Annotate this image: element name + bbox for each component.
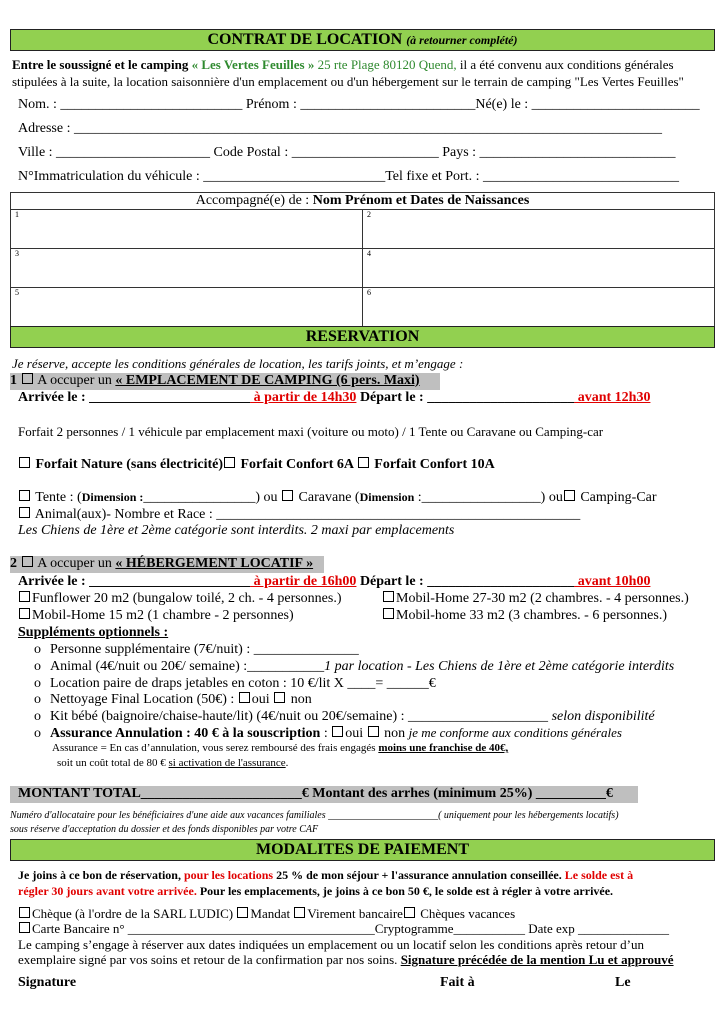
montant-total-field[interactable]: MONTANT TOTAL_______________________€ Montant des arrhes (minimum 25%) __________€ [18, 786, 613, 801]
nettoyage-oui-label: oui [251, 692, 270, 707]
tente-dimension-field[interactable]: ________________) ou [143, 490, 282, 505]
reservation-title: RESERVATION [305, 328, 420, 345]
caravane-dimension-field[interactable]: :_________________) ou [414, 490, 563, 505]
paiement-l1d: Le solde est à [564, 868, 634, 882]
accompanying-cell-1[interactable]: 1 [11, 210, 363, 249]
nettoyage-oui-checkbox[interactable] [239, 692, 250, 703]
hebergement-checkbox[interactable] [22, 556, 33, 567]
vehicle-phone-field[interactable]: N°Immatriculation du véhicule : __________________________Tel fixe et Port. : ____________________________ [18, 169, 679, 184]
engagement-line-2 [18, 952, 674, 968]
caravane-label: Caravane ( [295, 490, 360, 505]
tente-checkbox[interactable] [19, 490, 30, 501]
emplacement-arrival: Arrivée le : _______________________ [18, 390, 251, 405]
supplement-animal-note: 1 par location - Les Chiens de 1ère et 2ème catégorie interdits [324, 659, 675, 674]
caravane-dimension-label: Dimension [359, 490, 415, 504]
mobil15-option[interactable] [18, 608, 294, 624]
mobil15-checkbox[interactable] [19, 608, 30, 619]
hebergement-label: « HÉBERGEMENT LOCATIF » [115, 556, 314, 571]
assurance-note: je me conforme aux conditions générales [408, 725, 622, 740]
contract-title: CONTRAT DE LOCATION [207, 31, 403, 48]
cheques-vacances-label: Chèques vacances [416, 906, 516, 921]
equipment-line [18, 490, 657, 506]
supplement-nettoyage[interactable] [34, 692, 312, 708]
virement-label: Virement bancaire [307, 906, 403, 921]
cheque-checkbox[interactable] [19, 907, 30, 918]
mobil27-option[interactable] [382, 591, 689, 607]
forfait-nature-checkbox[interactable] [19, 457, 30, 468]
assurance-separator: : [320, 726, 332, 741]
emplacement-departure-time: avant 12h30 [574, 390, 651, 405]
assurance-explanation [52, 742, 508, 754]
dogs-notice: Les Chiens de 1ère et 2ème catégorie sont interdits. 2 maxi par emplacements [18, 523, 455, 538]
emplacement-checkbox[interactable] [22, 373, 33, 384]
cheques-vacances-checkbox[interactable] [404, 907, 415, 918]
signature-label[interactable]: Signature [18, 975, 77, 990]
camping-address: 25 rte Plage 80120 Quend, [314, 57, 457, 72]
circle-bullet-icon: o [34, 709, 41, 724]
paiement-l1b: pour les locations [183, 868, 274, 882]
hebergement-arrival: Arrivée le : _______________________ [18, 574, 251, 589]
campingcar-label: Camping-Car [576, 490, 657, 505]
circle-bullet-icon: o [34, 676, 41, 691]
supplement-nettoyage-label: Nettoyage Final Location (50€) : [50, 692, 238, 707]
assurance-cost-text: soit un coût total de 80 € [57, 757, 169, 769]
emplacement-prefix: A occuper un [34, 373, 116, 388]
assurance-cost [57, 757, 288, 769]
funflower-option[interactable] [18, 591, 342, 607]
assurance-oui-checkbox[interactable] [332, 726, 343, 737]
mobil33-checkbox[interactable] [383, 608, 394, 619]
contract-subtitle: (à retourner complété) [406, 33, 518, 47]
intro-rest: il a été convenu aux conditions générales [456, 57, 674, 72]
date-le-label[interactable]: Le [615, 975, 631, 990]
campingcar-checkbox[interactable] [564, 490, 575, 501]
paiement-title: MODALITES DE PAIEMENT [255, 841, 470, 858]
emplacement-arrival-time: à partir de 14h30 [250, 390, 357, 405]
forfait-confort10-label: Forfait Confort 10A [374, 457, 495, 472]
accompanying-header [11, 193, 715, 210]
address-field[interactable]: Adresse : ____________________________________________________________________________________ [18, 121, 662, 136]
city-field[interactable]: Ville : ______________________ Code Postal : _____________________ Pays : ____________________________ [18, 145, 676, 160]
forfait-options [18, 457, 495, 473]
name-field[interactable]: Nom. : __________________________ Prénom : _________________________Né(e) le : ________________________ [18, 97, 700, 112]
supplement-kit-bebe[interactable] [34, 709, 655, 725]
paiement-l2b: Pour les emplacements, je joins à ce bon 50 €, le solde est à régler à votre arrivée. [196, 884, 614, 898]
emplacement-heading [10, 373, 420, 389]
reservation-intro: Je réserve, accepte les conditions générales de location, les tarifs joints, et m’engage : [12, 356, 464, 371]
accompanying-cell-3[interactable]: 3 [11, 249, 363, 288]
forfait-confort6-checkbox[interactable] [224, 457, 235, 468]
accompanying-label: Accompagné(e) de : [195, 193, 313, 208]
paiement-line-2 [18, 884, 613, 899]
supplement-animal-label: Animal (4€/nuit ou 20€/ semaine) :___________ [50, 659, 325, 674]
accompanying-label-bold: Nom Prénom et Dates de Naissances [312, 193, 530, 208]
emplacement-departure: Départ le : _____________________ [356, 390, 575, 405]
circle-bullet-icon: o [34, 726, 41, 741]
tente-label: Tente : ( [32, 490, 82, 505]
allocataire-field[interactable]: Numéro d'allocataire pour les bénéficiaires d'une aide aux vacances familiales ______________________( uniquement pour les hébergements locatifs) [10, 810, 619, 821]
engagement-text: exemplaire signé par vos soins et retour de la confirmation par nos soins. [18, 952, 401, 967]
intro-line-2: stipulées à la suite, la location saisonnière d'un emplacement ou d'un hébergement sur le terrain de camping "Les Vertes Feuilles" [12, 74, 684, 89]
assurance-explanation-text: Assurance = En cas d’annulation, vous serez remboursé des frais engagés [52, 742, 379, 754]
paiement-l2a: régler 30 jours avant votre arrivée. [18, 884, 197, 898]
hebergement-arrival-time: à partir de 16h00 [250, 574, 357, 589]
assurance-oui-label: oui [345, 726, 367, 741]
hebergement-prefix: A occuper un [34, 556, 116, 571]
hebergement-dates[interactable] [18, 574, 650, 590]
mandat-checkbox[interactable] [237, 907, 248, 918]
animal-line[interactable] [18, 507, 580, 523]
paiement-banner [10, 839, 715, 861]
animal-checkbox[interactable] [19, 507, 30, 518]
mandat-label: Mandat [250, 906, 294, 921]
circle-bullet-icon: o [34, 642, 41, 657]
circle-bullet-icon: o [34, 659, 41, 674]
tente-dimension-label: Dimension : [81, 490, 144, 504]
carte-label: Carte Bancaire n° ______________________________________Cryptogramme___________ Date exp ______________ [32, 921, 670, 936]
caf-notice: sous réserve d'acceptation du dossier et des fonds disponibles par votre CAF [10, 824, 319, 835]
hebergement-heading [10, 556, 313, 572]
virement-checkbox[interactable] [294, 907, 305, 918]
supplement-draps-label: Location paire de draps jetables en coton : 10 €/lit X ____= ______€ [50, 676, 436, 691]
emplacement-label: « EMPLACEMENT DE CAMPING (6 pers. Maxi) [115, 373, 420, 388]
forfait-nature-label: Forfait Nature (sans électricité) [35, 457, 223, 472]
signature-mention: Signature précédée de la mention Lu et approuvé [400, 952, 674, 967]
hebergement-departure: Départ le : _____________________ [356, 574, 575, 589]
paiement-l1c: 25 % de mon séjour + l'assurance annulation conseillée. [273, 868, 565, 882]
paiement-l1a: Je joins à ce bon de réservation, [18, 868, 184, 882]
payment-methods [18, 906, 515, 922]
supplement-personne-label: Personne supplémentaire (7€/nuit) : _______________ [50, 642, 359, 657]
hebergement-departure-time: avant 10h00 [574, 574, 651, 589]
mobil27-checkbox[interactable] [383, 591, 394, 602]
mobil33-label: Mobil-home 33 m2 (3 chambres. - 6 personnes.) [396, 608, 667, 623]
emplacement-num: 1 [10, 373, 17, 388]
hebergement-num: 2 [10, 556, 17, 571]
assurance-activation: si activation de l'assurance [168, 757, 286, 769]
carte-checkbox[interactable] [19, 922, 30, 933]
engagement-line-1: Le camping s’engage à réserver aux dates indiquées un emplacement ou un locatif selon les conditions après retour d’un [18, 937, 644, 952]
forfait-confort10-checkbox[interactable] [358, 457, 369, 468]
accompanying-cell-4[interactable]: 4 [363, 249, 715, 288]
contract-title-banner [10, 29, 715, 51]
supplement-draps[interactable] [34, 676, 436, 692]
circle-bullet-icon: o [34, 692, 41, 707]
accompanying-cell-6[interactable]: 6 [363, 288, 715, 327]
accompanying-cell-5[interactable]: 5 [11, 288, 363, 327]
nettoyage-non-checkbox[interactable] [274, 692, 285, 703]
forfait-confort6-label: Forfait Confort 6A [240, 457, 354, 472]
mobil33-option[interactable] [382, 608, 667, 624]
mobil27-label: Mobil-Home 27-30 m2 (2 chambres. - 4 personnes.) [396, 591, 689, 606]
accompanying-table [10, 192, 715, 327]
fait-a-label[interactable]: Fait à [440, 975, 475, 990]
assurance-title: Assurance Annulation : 40 € à la souscription [50, 726, 321, 741]
assurance-line[interactable] [34, 725, 622, 742]
mobil15-label: Mobil-Home 15 m2 (1 chambre - 2 personnes) [32, 608, 294, 623]
forfait-description: Forfait 2 personnes / 1 véhicule par emplacement maxi (voiture ou moto) / 1 Tente ou Caravane ou Camping-car [18, 424, 604, 439]
carte-bancaire-line[interactable] [18, 921, 669, 937]
supplement-kit-note: selon disponibilité [548, 709, 655, 724]
animal-label: Animal(aux)- Nombre et Race : ____________________________________________________ [32, 507, 581, 522]
assurance-non-checkbox[interactable] [368, 726, 379, 737]
cheque-label: Chèque (à l'ordre de la SARL LUDIC) [32, 906, 237, 921]
assurance-cost-end: . [285, 757, 289, 769]
reservation-banner [10, 326, 715, 348]
funflower-label: Funflower 20 m2 (bungalow toilé, 2 ch. - 4 personnes.) [32, 591, 342, 606]
assurance-franchise: moins une franchise de 40€, [378, 742, 509, 754]
intro-line-1 [12, 57, 674, 73]
funflower-checkbox[interactable] [19, 591, 30, 602]
emplacement-dates[interactable] [18, 390, 650, 406]
accompanying-cell-2[interactable]: 2 [363, 210, 715, 249]
assurance-non-label: non [380, 726, 409, 741]
supplement-animal[interactable] [34, 659, 674, 675]
supplement-kit-label: Kit bébé (baignoire/chaise-haute/lit) (4€/nuit ou 20€/semaine) : ____________________ [50, 709, 549, 724]
camping-name: « Les Vertes Feuilles » [191, 57, 315, 72]
supplement-personne[interactable] [34, 642, 359, 658]
nettoyage-non-label: non [287, 692, 312, 707]
paiement-line-1 [18, 868, 633, 883]
supplements-title: Suppléments optionnels : [18, 625, 169, 640]
intro-lead: Entre le soussigné et le camping [12, 57, 192, 72]
caravane-checkbox[interactable] [282, 490, 293, 501]
